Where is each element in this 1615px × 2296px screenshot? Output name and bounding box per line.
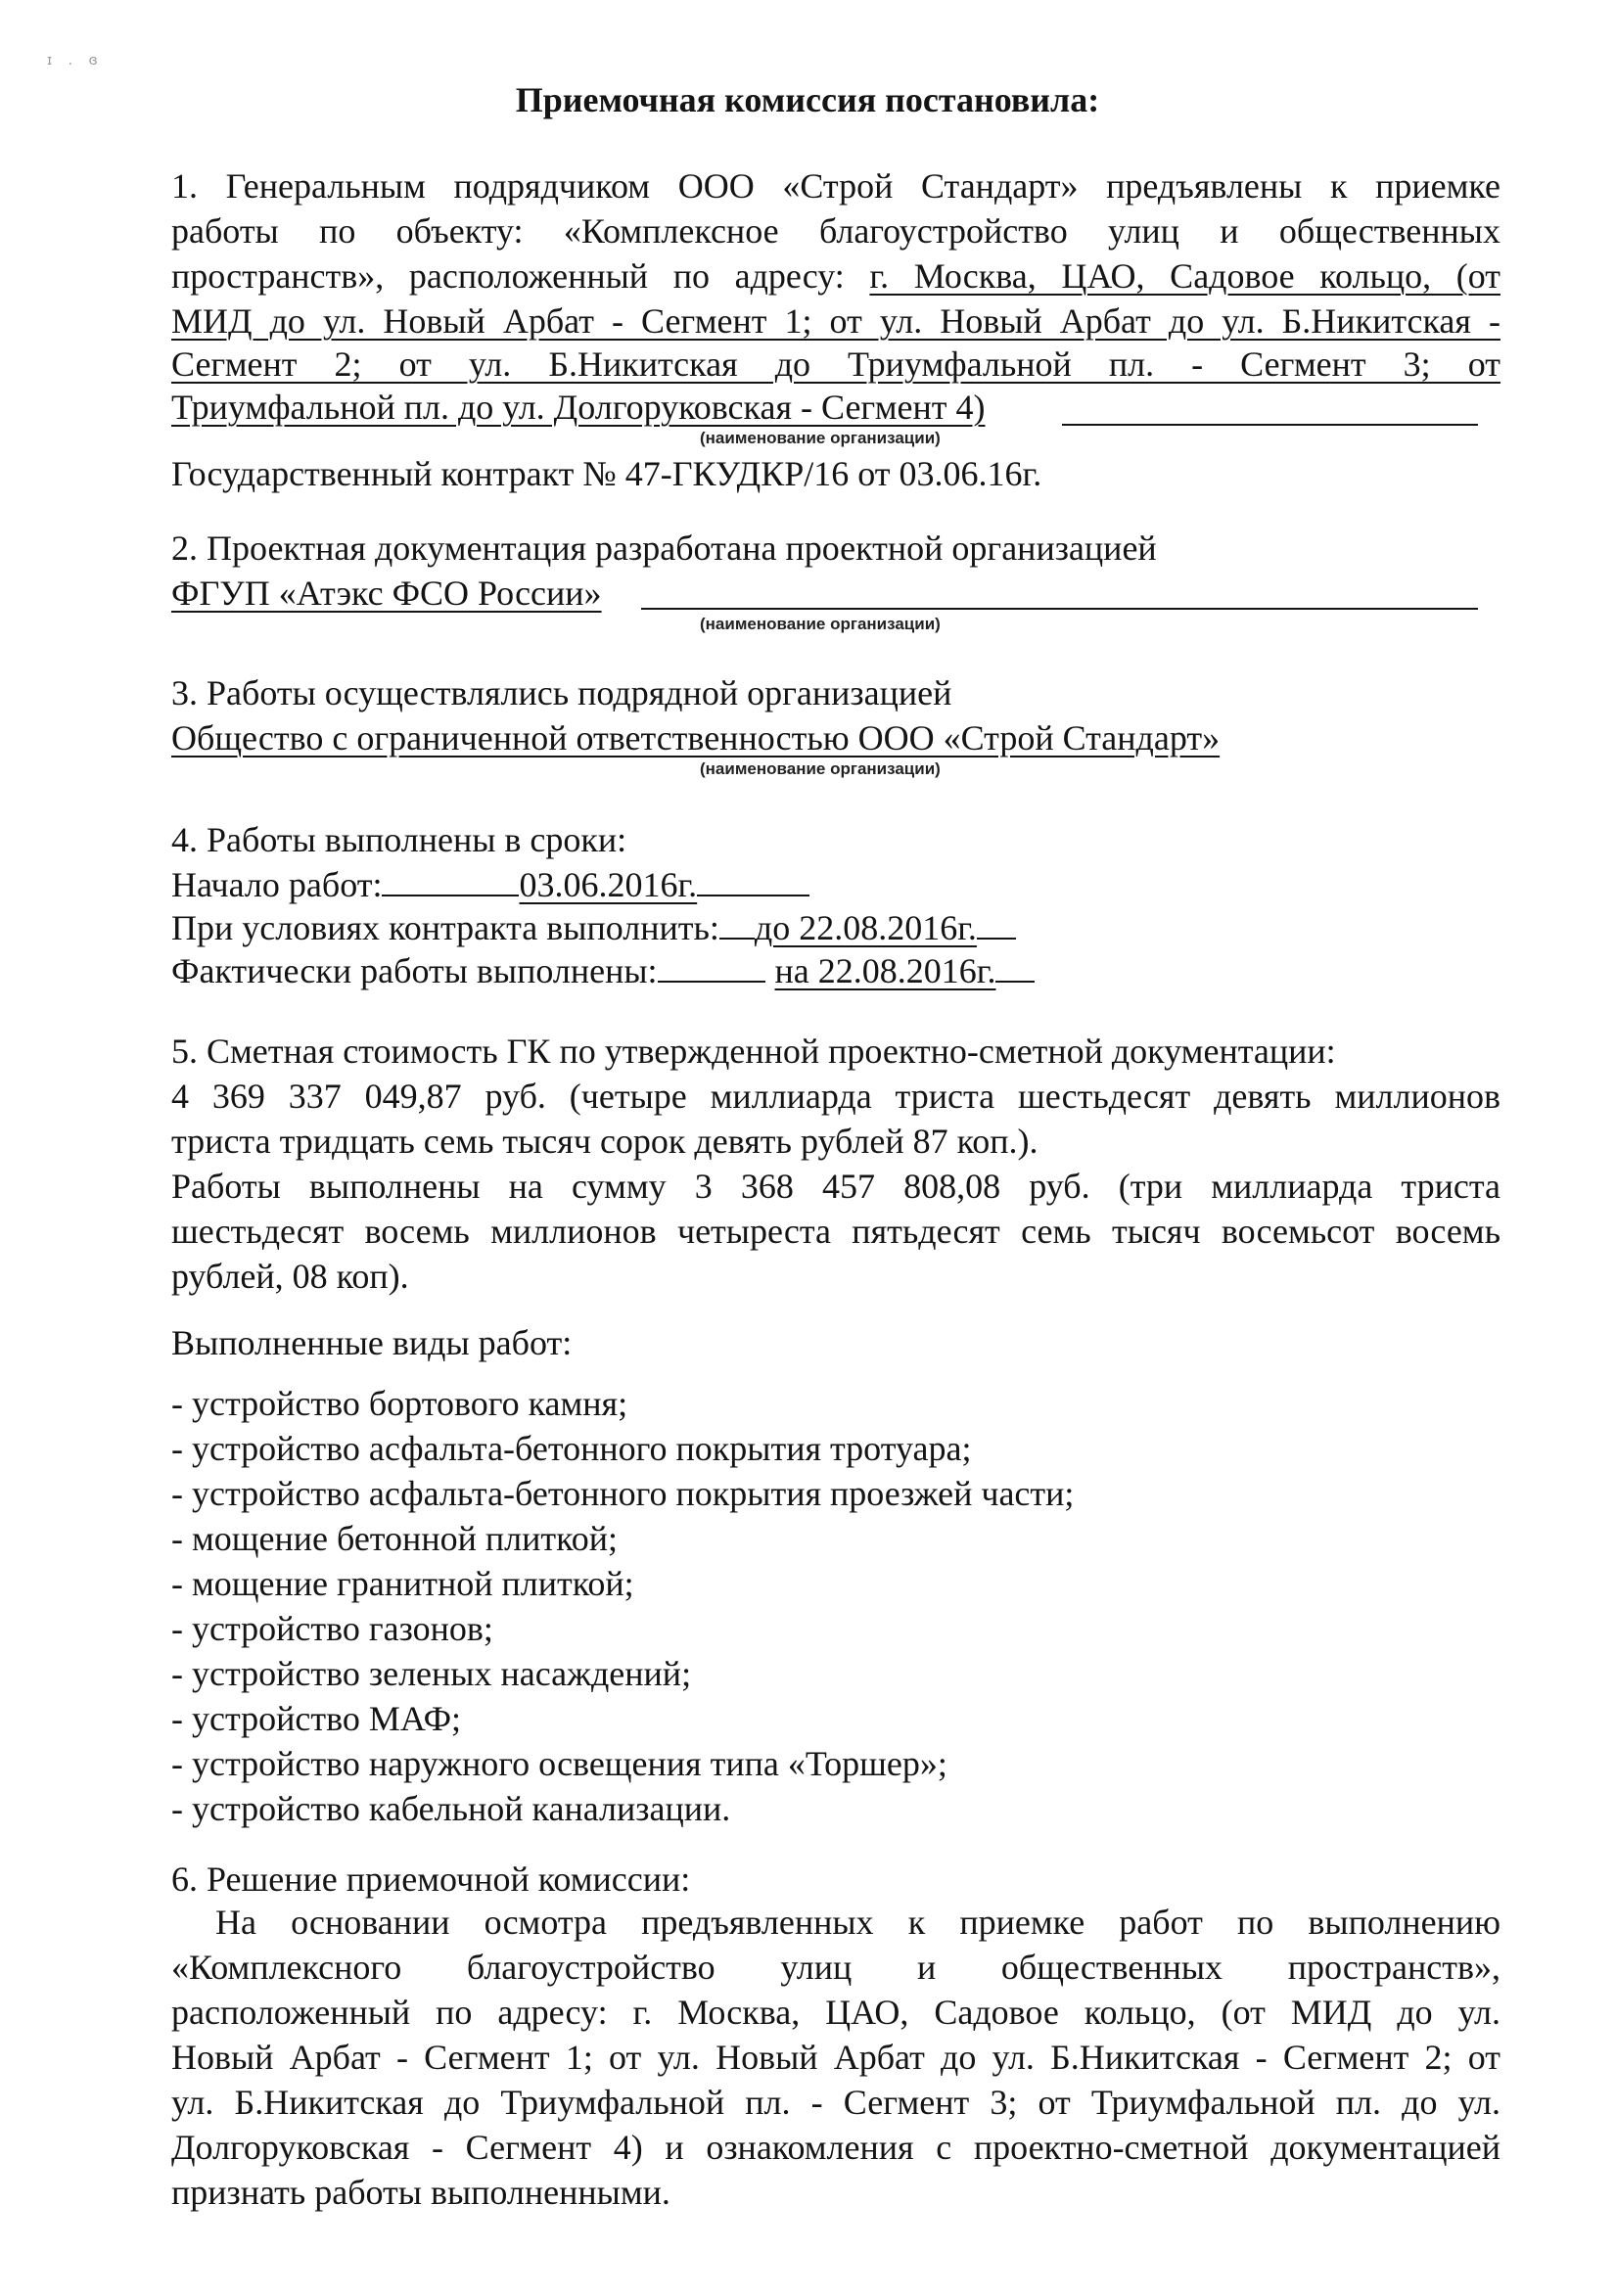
works-list-item: - устройство асфальта-бетонного покрытия тротуара; xyxy=(171,1429,972,1468)
section6-line4: расположенный по адресу: г. Москва, ЦАО, Садовое кольцо, (от МИД до ул. xyxy=(171,1993,1500,2032)
section1-address-line5: Сегмент 2; от ул. Б.Никитская до Триумфальной пл. - Сегмент 3; от xyxy=(171,344,1500,384)
section6-line6: ул. Б.Никитская до Триумфальной пл. - Сегмент 3; от Триумфальной пл. до ул. xyxy=(171,2083,1500,2122)
section1-line2: работы по объекту: «Комплексное благоустройство улиц и общественных xyxy=(171,211,1500,251)
section2-line1: 2. Проектная документация разработана проектной организацией xyxy=(171,528,1157,568)
section2-caption: (наименование организации) xyxy=(700,615,941,633)
section6-line3: «Комплексного благоустройство улиц и общественных пространств», xyxy=(171,1948,1500,1987)
works-list-item: - устройство кабельной канализации. xyxy=(171,1789,731,1828)
section5-line1: 5. Сметная стоимость ГК по утвержденной проектно-сметной документации: xyxy=(171,1032,1336,1071)
start-date-label: Начало работ: xyxy=(171,865,383,904)
document-title: Приемочная комиссия постановила: xyxy=(515,80,1100,119)
section5-line5: шестьдесят восемь миллионов четыреста пятьдесят семь тысяч восемьсот восемь xyxy=(171,1212,1500,1251)
section5-line2: 4 369 337 049,87 руб. (четыре миллиарда триста шестьдесят девять миллионов xyxy=(171,1077,1500,1116)
works-list-item: - устройство наружного освещения типа «Торшер»; xyxy=(171,1744,947,1783)
section6-line8: признать работы выполненными. xyxy=(171,2173,670,2212)
works-list-item: - устройство зеленых насаждений; xyxy=(171,1654,692,1693)
section2-fill-line xyxy=(641,608,1478,610)
start-date-value: 03.06.2016г. xyxy=(519,865,698,904)
section1-line3-text: пространств», расположенный по адресу: xyxy=(171,256,870,296)
section6-line2: На основании осмотра предъявленных к приемке работ по выполнению xyxy=(215,1903,1500,1942)
contract-line: Государственный контракт № 47-ГКУДКР/16 от 03.06.16г. xyxy=(171,454,1042,493)
section3-org: Общество с ограниченной ответственностью ООО «Строй Стандарт» xyxy=(171,718,1221,758)
section1-fill-line xyxy=(1062,424,1478,426)
scan-artifact-marks: ɪ . ɞ xyxy=(47,53,104,69)
section1-address-line4: МИД до ул. Новый Арбат - Сегмент 1; от ул. Новый Арбат до ул. Б.Никитская - xyxy=(171,301,1500,341)
works-list-item: - устройство МАФ; xyxy=(171,1699,462,1738)
section5-line3: триста тридцать семь тысяч сорок девять рублей 87 коп.). xyxy=(171,1122,1038,1161)
actual-date-value: на 22.08.2016г. xyxy=(774,951,996,990)
section1-address-line6: Триумфальной пл. до ул. Долгоруковская - Сегмент 4) xyxy=(171,388,986,427)
works-list-item: - устройство асфальта-бетонного покрытия проезжей части; xyxy=(171,1474,1075,1513)
section1-line1: 1. Генеральным подрядчиком ООО «Строй Стандарт» предъявлены к приемке xyxy=(171,166,1500,206)
section6-line1: 6. Решение приемочной комиссии: xyxy=(171,1860,691,1899)
section5-line4: Работы выполнены на сумму 3 368 457 808,08 руб. (три миллиарда триста xyxy=(171,1167,1500,1206)
section1-address-start: г. Москва, ЦАО, Садовое кольцо, (от xyxy=(869,256,1500,296)
section3-caption: (наименование организации) xyxy=(700,759,941,778)
works-list-item: - устройство газонов; xyxy=(171,1609,493,1648)
section3-line1: 3. Работы осуществлялись подрядной организацией xyxy=(171,673,952,712)
section1-caption: (наименование организации) xyxy=(700,429,941,447)
section6-line7: Долгоруковская - Сегмент 4) и ознакомления с проектно-сметной документацией xyxy=(171,2128,1500,2167)
start-date-row xyxy=(171,863,809,906)
section5-line6: рублей, 08 коп). xyxy=(171,1257,409,1296)
actual-date-label: Фактически работы выполнены: xyxy=(171,951,658,990)
section2-org: ФГУП «Атэкс ФСО России» xyxy=(171,574,602,613)
section1-line3 xyxy=(171,254,1500,298)
works-list-item: - мощение бетонной плиткой; xyxy=(171,1519,619,1558)
works-list-item: - устройство бортового камня; xyxy=(171,1384,628,1423)
contract-date-value: до 22.08.2016г. xyxy=(754,908,977,947)
section6-line5: Новый Арбат - Сегмент 1; от ул. Новый Арбат до ул. Б.Никитская - Сегмент 2; от xyxy=(171,2038,1500,2077)
actual-date-row xyxy=(171,949,1035,992)
contract-date-row xyxy=(171,906,1016,949)
contract-date-label: При условиях контракта выполнить: xyxy=(171,908,719,947)
works-heading: Выполненные виды работ: xyxy=(171,1323,573,1362)
section4-line1: 4. Работы выполнены в сроки: xyxy=(171,820,627,859)
works-list-item: - мощение гранитной плиткой; xyxy=(171,1564,634,1603)
